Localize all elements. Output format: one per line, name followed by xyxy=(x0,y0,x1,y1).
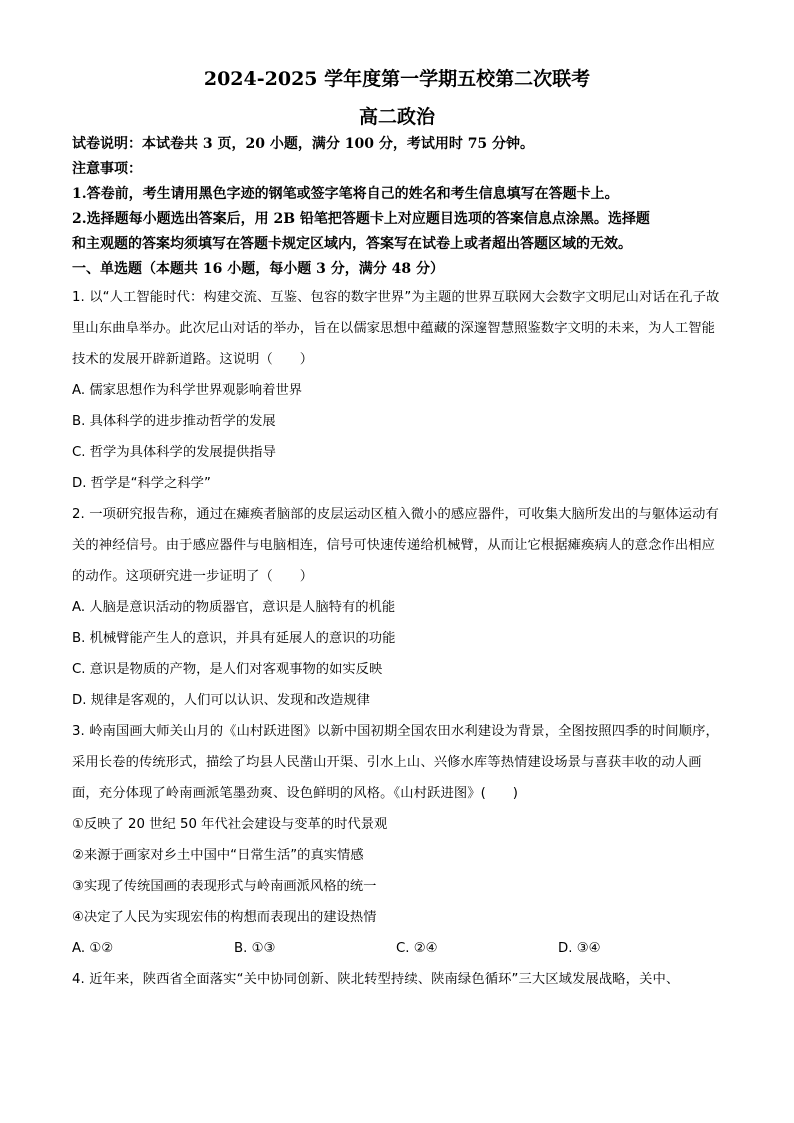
choice-b: B. ①③ xyxy=(234,941,276,956)
choice-row xyxy=(72,933,722,964)
option-a: A. 人脑是意识活动的物质器官，意识是人脑特有的机能 xyxy=(72,600,396,615)
question-stem: 2. 一项研究报告称，通过在瘫痪者脑部的皮层运动区植入微小的感应器件，可收集大脑所发出的与躯体运动有关的神经信号。由于感应器件与电脑相连，信号可快速传递给机械臂，从而让它根据瘫痪病人的意念作出相应的动作。这项研究进一步证明了（ ） xyxy=(72,507,719,584)
option-c: C. 意识是物质的产物，是人们对客观事物的如实反映 xyxy=(72,662,383,677)
choice-c: C. ②④ xyxy=(396,941,438,956)
section-heading: 一、单选题（本题共 16 小题，每小题 3 分，满分 48 分） xyxy=(72,261,444,277)
statement-2: ②来源于画家对乡土中国中“日常生活”的真实情感 xyxy=(72,848,364,863)
statement-4: ④决定了人民为实现宏伟的构想而表现出的建设热情 xyxy=(72,910,377,925)
notice-item-2-line-1: 2.选择题每小题选出答案后，用 2B 铅笔把答题卡上对应题目选项的答案信息点涂黑。选择题 xyxy=(72,211,650,227)
option-d: D. 哲学是“科学之科学” xyxy=(72,476,211,491)
instructions xyxy=(72,132,722,282)
option-c: C. 哲学为具体科学的发展提供指导 xyxy=(72,445,276,460)
question-stem: 1. 以“人工智能时代：构建交流、互鉴、包容的数字世界”为主题的世界互联网大会数字文明尼山对话在孔子故里山东曲阜举办。此次尼山对话的举办，旨在以儒家思想中蕴藏的深邃智慧照鉴数字文明的未来，为人工智能技术的发展开辟新道路。这说明（ ） xyxy=(72,290,720,367)
exam-note: 试卷说明：本试卷共 3 页，20 小题，满分 100 分，考试用时 75 分钟。 xyxy=(72,136,535,152)
question-stem: 3. 岭南国画大师关山月的《山村跃进图》以新中国初期全国农田水利建设为背景，全图按照四季的时间顺序，采用长卷的传统形式，描绘了均县人民凿山开渠、引水上山、兴修水库等热情建设场景与喜获丰收的动人画面，充分体现了岭南画派笔墨劲爽、设色鲜明的风格。《山村跃进图》( ) xyxy=(72,724,719,801)
exam-subject: 高二政治 xyxy=(358,106,435,128)
question-2 xyxy=(72,499,722,716)
option-a: A. 儒家思想作为科学世界观影响着世界 xyxy=(72,383,303,398)
option-b: B. 机械臂能产生人的意识，并具有延展人的意识的功能 xyxy=(72,631,396,646)
question-3 xyxy=(72,716,722,964)
exam-page xyxy=(72,66,722,995)
notice-item-2-line-2: 和主观题的答案均须填写在答题卡规定区域内，答案写在试卷上或者超出答题区域的无效。 xyxy=(72,236,632,252)
choice-d: D. ③④ xyxy=(558,941,601,956)
option-b: B. 具体科学的进步推动哲学的发展 xyxy=(72,414,276,429)
question-4 xyxy=(72,964,722,995)
option-d: D. 规律是客观的，人们可以认识、发现和改造规律 xyxy=(72,693,370,708)
exam-title: 2024-2025 学年度第一学期五校第二次联考 xyxy=(203,68,591,90)
notice-heading: 注意事项： xyxy=(72,161,142,177)
statement-1: ①反映了 20 世纪 50 年代社会建设与变革的时代景观 xyxy=(72,817,388,832)
question-1 xyxy=(72,282,722,499)
question-stem: 4. 近年来，陕西省全面落实“关中协同创新、陕北转型持续、陕南绿色循环”三大区域发展战略，关中、 xyxy=(72,972,680,987)
choice-a: A. ①② xyxy=(72,941,114,956)
notice-item-1: 1.答卷前，考生请用黑色字迹的钢笔或签字笔将自己的姓名和考生信息填写在答题卡上。 xyxy=(72,186,619,202)
statement-3: ③实现了传统国画的表现形式与岭南画派风格的统一 xyxy=(72,879,377,894)
